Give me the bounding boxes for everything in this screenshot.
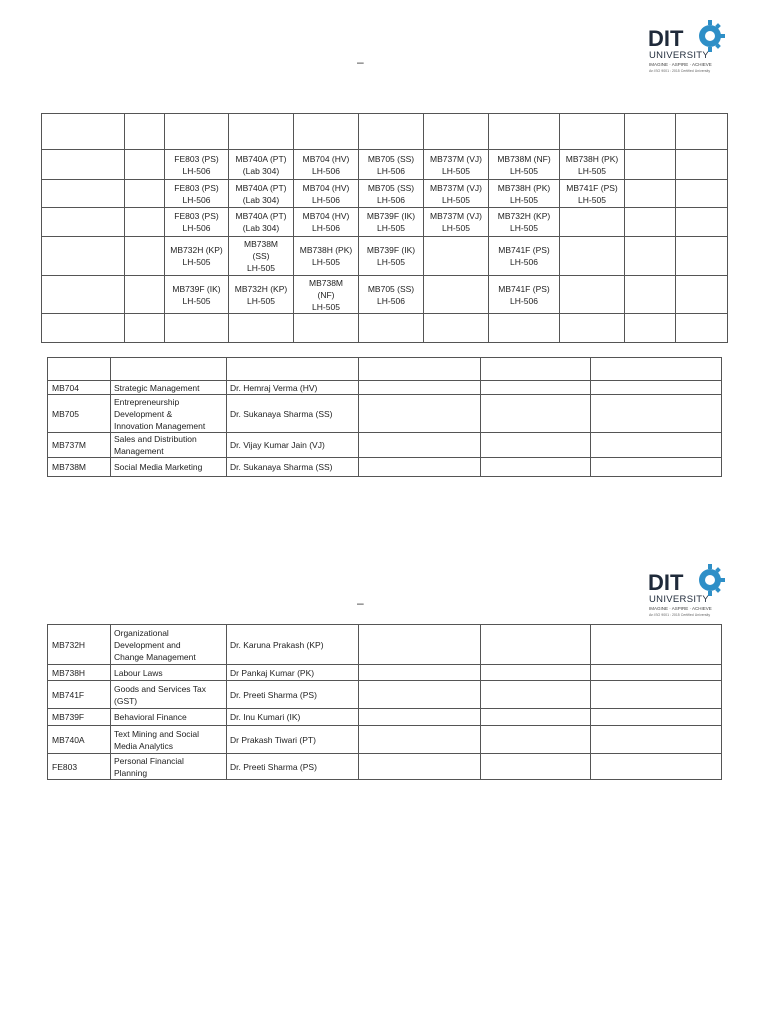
blank-cell (591, 381, 722, 395)
timetable-cell: MB705 (SS) LH-506 (359, 180, 424, 208)
timetable-cell (42, 180, 125, 208)
timetable-cell (560, 114, 625, 150)
course-code: MB704 (48, 381, 111, 395)
blank-cell (481, 433, 591, 458)
timetable-cell (359, 114, 424, 150)
timetable-cell: MB737M (VJ) LH-505 (424, 150, 489, 180)
timetable-cell: MB740A (PT) (Lab 304) (229, 208, 294, 237)
timetable-cell (676, 276, 728, 314)
course-row (48, 665, 722, 681)
timetable-cell (625, 276, 676, 314)
blank-cell (591, 625, 722, 665)
blank-cell (481, 395, 591, 433)
course-row (48, 625, 722, 665)
timetable-cell (359, 314, 424, 343)
timetable-cell (625, 180, 676, 208)
logo-certification: An ISO 9001 : 2015 Certified University (649, 69, 711, 73)
timetable-row (42, 276, 728, 314)
timetable-cell (294, 114, 359, 150)
timetable-cell: MB705 (SS) LH-506 (359, 150, 424, 180)
blank-cell (359, 458, 481, 477)
timetable-cell (42, 314, 125, 343)
timetable-cell (560, 208, 625, 237)
faculty-name: Dr. Karuna Prakash (KP) (227, 625, 359, 665)
timetable-cell (125, 208, 165, 237)
faculty-name: Dr. Hemraj Verma (HV) (227, 381, 359, 395)
timetable-row (42, 314, 728, 343)
timetable-cell: MB704 (HV) LH-506 (294, 180, 359, 208)
blank-cell (591, 754, 722, 780)
timetable-cell: MB738M (SS) LH-505 (229, 237, 294, 276)
timetable-cell (229, 114, 294, 150)
course-name: Sales and Distribution Management (111, 433, 227, 458)
timetable-cell (676, 237, 728, 276)
course-name: Behavioral Finance (111, 709, 227, 726)
timetable-cell: MB738H (PK) LH-505 (489, 180, 560, 208)
blank-cell (359, 433, 481, 458)
timetable-cell: MB741F (PS) LH-506 (489, 276, 560, 314)
timetable-cell (125, 314, 165, 343)
timetable-cell: FE803 (PS) LH-506 (165, 150, 229, 180)
course-row (48, 458, 722, 477)
course-name: Goods and Services Tax (GST) (111, 681, 227, 709)
gear-icon (699, 564, 725, 596)
blank-cell (591, 709, 722, 726)
course-code: MB741F (48, 681, 111, 709)
course-row (48, 709, 722, 726)
blank-cell (481, 625, 591, 665)
blank-cell (359, 681, 481, 709)
timetable-cell (424, 276, 489, 314)
blank-cell (359, 754, 481, 780)
timetable-row (42, 237, 728, 276)
course-code: MB740A (48, 726, 111, 754)
faculty-name: Dr. Preeti Sharma (PS) (227, 754, 359, 780)
timetable-cell (294, 314, 359, 343)
timetable-row (42, 150, 728, 180)
blank-cell (481, 726, 591, 754)
timetable-cell (676, 314, 728, 343)
faculty-name: Dr. Inu Kumari (IK) (227, 709, 359, 726)
timetable-cell (676, 208, 728, 237)
blank-cell (359, 665, 481, 681)
course-name: Strategic Management (111, 381, 227, 395)
timetable-row (42, 180, 728, 208)
course-row (48, 681, 722, 709)
blank-cell (591, 358, 722, 381)
course-row (48, 395, 722, 433)
timetable-cell (42, 150, 125, 180)
logo-subtitle: UNIVERSITY (649, 50, 710, 61)
timetable-cell (625, 114, 676, 150)
dit-university-logo (646, 16, 726, 76)
logo-certification: An ISO 9001 : 2015 Certified University (649, 613, 711, 617)
blank-cell (481, 665, 591, 681)
dit-university-logo-2 (646, 560, 726, 620)
timetable-cell (676, 114, 728, 150)
logo-text: DIT (648, 26, 684, 51)
blank-cell (481, 754, 591, 780)
timetable-cell (625, 314, 676, 343)
timetable-cell: MB704 (HV) LH-506 (294, 150, 359, 180)
timetable-cell (125, 150, 165, 180)
logo-tagline: IMAGINE · ASPIRE · ACHIEVE (649, 606, 712, 611)
course-table-page-1 (47, 357, 722, 477)
logo-tagline: IMAGINE · ASPIRE · ACHIEVE (649, 62, 712, 67)
blank-cell (591, 433, 722, 458)
gear-icon (699, 20, 725, 52)
timetable-cell (424, 237, 489, 276)
header-dash-2: – (357, 596, 364, 610)
course-code: FE803 (48, 754, 111, 780)
timetable-cell: MB739F (IK) LH-505 (359, 208, 424, 237)
blank-cell (591, 665, 722, 681)
timetable-cell (42, 208, 125, 237)
course-name: Entrepreneurship Development & Innovation Management (111, 395, 227, 433)
faculty-name: Dr. Vijay Kumar Jain (VJ) (227, 433, 359, 458)
timetable-cell (125, 276, 165, 314)
logo-text: DIT (648, 570, 684, 595)
blank-cell (591, 726, 722, 754)
blank-cell (481, 709, 591, 726)
timetable (41, 113, 728, 343)
blank-cell (359, 358, 481, 381)
course-row (48, 754, 722, 780)
faculty-name: Dr Prakash Tiwari (PT) (227, 726, 359, 754)
logo-subtitle: UNIVERSITY (649, 594, 710, 605)
timetable-cell (625, 237, 676, 276)
faculty-name: Dr. Preeti Sharma (PS) (227, 681, 359, 709)
blank-cell (481, 358, 591, 381)
course-name: Personal Financial Planning (111, 754, 227, 780)
timetable-cell: MB739F (IK) LH-505 (359, 237, 424, 276)
course-row (48, 358, 722, 381)
timetable-cell: MB737M (VJ) LH-505 (424, 208, 489, 237)
timetable-cell: MB732H (KP) LH-505 (489, 208, 560, 237)
blank-cell (481, 381, 591, 395)
timetable-cell (489, 314, 560, 343)
timetable-cell (560, 276, 625, 314)
course-code: MB737M (48, 433, 111, 458)
blank-cell (481, 458, 591, 477)
blank-cell (591, 395, 722, 433)
timetable-cell (42, 276, 125, 314)
timetable-cell: MB732H (KP) LH-505 (229, 276, 294, 314)
timetable-cell: MB732H (KP) LH-505 (165, 237, 229, 276)
timetable-cell: MB740A (PT) (Lab 304) (229, 150, 294, 180)
timetable-cell: FE803 (PS) LH-506 (165, 180, 229, 208)
timetable-cell: MB738H (PK) LH-505 (560, 150, 625, 180)
course-code: MB739F (48, 709, 111, 726)
course-name: Labour Laws (111, 665, 227, 681)
course-table-page-2 (47, 624, 722, 780)
timetable-cell (424, 114, 489, 150)
course-name: Text Mining and Social Media Analytics (111, 726, 227, 754)
timetable-cell (560, 314, 625, 343)
blank-cell (359, 726, 481, 754)
course-row (48, 381, 722, 395)
course-name: Social Media Marketing (111, 458, 227, 477)
faculty-name: Dr. Sukanaya Sharma (SS) (227, 395, 359, 433)
course-row (48, 433, 722, 458)
timetable-cell: MB740A (PT) (Lab 304) (229, 180, 294, 208)
course-name: Organizational Development and Change Management (111, 625, 227, 665)
blank-cell (591, 681, 722, 709)
blank-cell (481, 681, 591, 709)
timetable-cell (489, 114, 560, 150)
faculty-name (227, 358, 359, 381)
blank-cell (359, 709, 481, 726)
course-code: MB705 (48, 395, 111, 433)
timetable-cell: MB737M (VJ) LH-505 (424, 180, 489, 208)
timetable-cell (165, 314, 229, 343)
timetable-row (42, 208, 728, 237)
blank-cell (359, 625, 481, 665)
timetable-cell (625, 150, 676, 180)
timetable-cell (125, 237, 165, 276)
timetable-cell: MB741F (PS) LH-505 (560, 180, 625, 208)
course-code (48, 358, 111, 381)
timetable-cell: MB738H (PK) LH-505 (294, 237, 359, 276)
course-code: MB738H (48, 665, 111, 681)
timetable-cell (676, 180, 728, 208)
timetable-cell: MB741F (PS) LH-506 (489, 237, 560, 276)
timetable-cell (125, 180, 165, 208)
timetable-cell: MB738M (NF) LH-505 (294, 276, 359, 314)
timetable-cell (165, 114, 229, 150)
course-row (48, 726, 722, 754)
blank-cell (359, 395, 481, 433)
timetable-cell (560, 237, 625, 276)
timetable-cell: MB705 (SS) LH-506 (359, 276, 424, 314)
timetable-cell (42, 114, 125, 150)
timetable-cell (229, 314, 294, 343)
timetable-cell (42, 237, 125, 276)
timetable-cell (625, 208, 676, 237)
timetable-cell (424, 314, 489, 343)
timetable-cell (125, 114, 165, 150)
timetable-cell: MB739F (IK) LH-505 (165, 276, 229, 314)
course-name (111, 358, 227, 381)
timetable-cell: MB738M (NF) LH-505 (489, 150, 560, 180)
timetable-cell: MB704 (HV) LH-506 (294, 208, 359, 237)
blank-cell (591, 458, 722, 477)
timetable-cell: FE803 (PS) LH-506 (165, 208, 229, 237)
timetable-row (42, 114, 728, 150)
blank-cell (359, 381, 481, 395)
faculty-name: Dr. Sukanaya Sharma (SS) (227, 458, 359, 477)
header-dash-1: – (357, 55, 364, 69)
course-code: MB738M (48, 458, 111, 477)
course-code: MB732H (48, 625, 111, 665)
faculty-name: Dr Pankaj Kumar (PK) (227, 665, 359, 681)
timetable-cell (676, 150, 728, 180)
